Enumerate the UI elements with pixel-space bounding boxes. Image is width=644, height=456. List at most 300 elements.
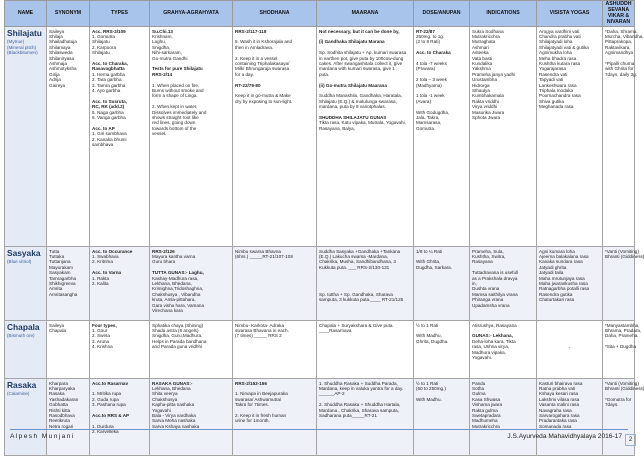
cell-line: Vata basti	[472, 55, 493, 61]
drug-comparison-table	[4, 0, 644, 456]
cell-line: With Ghrita,	[416, 259, 441, 265]
cell-line: Murcha, Vibandha,	[605, 33, 644, 39]
cell-line: (i) Gandhaka Shilajatu Marana	[319, 39, 385, 45]
cell-line: Shailadhatuja	[49, 39, 77, 45]
cell-line: *Vanti (Vomiting)	[605, 380, 639, 386]
cell-line: Meha bhadra rasa	[539, 55, 577, 61]
cell-line: Acc.to Rasarnav	[92, 380, 129, 386]
drug-name-cell	[5, 246, 47, 320]
table-cell	[47, 320, 90, 378]
cell-line: Nihi-sarkaram,	[152, 50, 182, 56]
cell-line: Tests for pure Shilajatu	[152, 66, 203, 72]
cell-line: Raktavikara,	[605, 44, 631, 50]
cell-line: Mutrakricchra	[472, 423, 500, 429]
table-cell	[470, 246, 537, 320]
cell-line: (Madhyama)	[416, 82, 442, 88]
column-header: INDICATIONS	[470, 1, 537, 27]
cell-line: Madhumeha	[472, 418, 498, 424]
page-footer	[10, 429, 628, 442]
cell-line: Prameha, Sula,	[472, 248, 504, 254]
cell-line: Kapha-pitta nashaka	[152, 402, 195, 408]
table-cell	[603, 246, 644, 320]
cell-line: Krimighna,Tridoshaghna,	[152, 286, 204, 292]
cell-line: Somanada rasa	[539, 423, 572, 429]
cell-line: RASAKA GUNAS:-	[152, 380, 193, 386]
cell-line: 2. Kritrima	[92, 259, 113, 265]
column-header: SHODHANA	[233, 1, 317, 27]
cell-line: 1. Gour	[92, 327, 108, 333]
table-cell	[470, 320, 537, 378]
cell-line: Amrita	[49, 286, 63, 292]
table-cell	[150, 246, 233, 320]
cell-line: (Avara)	[416, 98, 431, 104]
cell-line: Virya vriddhi	[472, 104, 498, 110]
cell-line: Lakshmi vilasa rasa	[539, 396, 580, 402]
cell-line: in,	[472, 280, 477, 286]
cell-line: urine for 1month.	[235, 418, 270, 424]
cell-line: Jatyadi ghrita	[539, 264, 567, 270]
column-header: SYNONYM	[47, 1, 90, 27]
cell-line: GUNAS:- Lekhana,	[472, 333, 513, 339]
cell-line: then in Amladrava.	[235, 44, 274, 50]
cell-line: Milk/ Bhrungaraja swarasa	[235, 66, 290, 72]
cell-line: Tutta	[49, 248, 60, 254]
cell-line: 2. Keep it in a vessel	[235, 55, 278, 61]
cell-line: Kushtha kutara rasa	[539, 60, 581, 66]
cell-line: Shiva gutika	[539, 98, 565, 104]
cell-line: kruta, Amla-pittahara,	[152, 297, 196, 303]
cell-line: Sadharana puta_____RT-21	[319, 412, 377, 418]
cell-line: 7days, daily 3g.	[605, 71, 637, 77]
cell-line: 1. Mritika rupa	[92, 391, 122, 397]
cell-line: Mutrakricchra	[472, 33, 500, 39]
cell-line: Gobhatta	[49, 402, 68, 408]
cell-line: 1 tola -1 week	[416, 93, 445, 99]
cell-line: Swetapradara	[472, 412, 501, 418]
cell-line: Lekhana, Bhedana	[152, 385, 191, 391]
column-header: GRAHYA-AGRAHYATA	[150, 1, 233, 27]
cell-line: ½ to 1 Rati	[416, 380, 439, 386]
cell-line: Chakshusya , Vibandha	[152, 291, 201, 297]
cell-line: Yogavahi	[152, 407, 171, 413]
cell-line: 1. Nirvapa in Beejapuraka	[235, 391, 288, 397]
cell-line: Sarva Meha nashaka	[152, 418, 196, 424]
cell-line: Girija	[49, 71, 60, 77]
cell-line: Saileya	[49, 28, 65, 34]
cell-line: Gaireya	[49, 82, 66, 88]
cell-line: Sukra Sodhana	[472, 28, 504, 34]
cell-line: 1. Shuddha Rasaka + Suddha Parada,	[319, 380, 398, 386]
table-cell	[90, 320, 150, 378]
cell-line: Shada astra (6 angels)	[152, 327, 199, 333]
cell-line: Amritasangha	[49, 291, 78, 297]
cell-line: Chapala + Suryakshara & Give puta.	[319, 322, 394, 328]
table-cell	[317, 378, 414, 455]
column-header: DOSE/ANUPAN	[414, 1, 470, 27]
cell-line: Gara visha hara, Vamana	[152, 302, 205, 308]
cell-line: Four types,	[92, 322, 117, 328]
cell-line: as a Prakshala dravya	[472, 275, 518, 281]
cell-line: Kashay-Madhura rasa,	[152, 275, 199, 281]
cell-line: Urustambha	[472, 77, 498, 83]
cell-line: Tuttanjana	[49, 259, 71, 265]
table-cell	[414, 246, 470, 320]
cell-line: (E.Q.) Lakucha swarsa -Mardana,	[319, 253, 388, 259]
cell-line: Kasa Shwasa	[472, 396, 501, 402]
cell-line: Sthaulya	[472, 87, 490, 93]
table-cell	[414, 378, 470, 455]
cell-line: Helps in Parada bandhana	[152, 338, 207, 344]
cell-line: Virechana kara	[152, 307, 183, 313]
cell-line: Bhranti (Giddiness)	[605, 253, 644, 259]
cell-line: 1. Rakta	[92, 275, 110, 281]
cell-line: Shilamaya	[49, 44, 71, 50]
table-cell	[47, 378, 90, 455]
cell-line: (Pravara)	[416, 66, 436, 72]
cell-line: RRS-2/117-118	[235, 28, 267, 34]
drug-name: Rasaka	[7, 379, 37, 390]
cell-line: Rasayana	[472, 259, 493, 265]
cell-line: Sotha	[472, 385, 485, 391]
cell-line: Mutraghata	[472, 39, 496, 45]
cell-line: Agni kumara loha	[539, 248, 575, 254]
drug-name-cell	[5, 26, 47, 246]
cell-line: Rishti kitta	[49, 407, 71, 413]
cell-line: Ashmotyksha	[49, 66, 77, 72]
cell-line: *Daha, Shrama,	[605, 28, 638, 34]
cell-line: Kanaka sundara rasa	[539, 259, 583, 265]
cell-line: *Pipalli churna	[605, 60, 635, 66]
table-cell	[470, 378, 537, 455]
cell-line: Sarva Kshaya nashaka	[152, 423, 200, 429]
drug-english-name: (Blue vitriol)	[7, 259, 32, 265]
drug-english-name: (Bismuth ore)	[7, 333, 35, 339]
cell-line: 1. Gomutra	[92, 33, 115, 39]
drug-english-name: (Blackbitumen)	[7, 50, 38, 56]
cell-line: Gulma	[472, 391, 486, 397]
cell-line: Suddha Manashila, Gandhaka, Haratala,	[319, 93, 402, 99]
cell-line: Shilaniryasa	[49, 55, 75, 61]
cell-line: Mayurakam	[49, 264, 73, 270]
cell-line: 6. Vanga garbha	[92, 115, 126, 120]
cell-line: Chakrika, Musha, Sandhibandhana, 3	[319, 259, 396, 265]
cell-line: Asteeka	[472, 50, 489, 56]
table-cell	[150, 378, 233, 455]
cell-line: Nimbu swarsa Bhavna	[235, 248, 281, 254]
cell-line: 1. When placed on fire,	[152, 82, 200, 88]
cell-line: Netra rogari	[49, 423, 74, 429]
cell-line: Mayura kantha varna	[152, 253, 196, 259]
drug-name: Shilajatu	[7, 27, 42, 38]
cell-line: Acc. to AP	[92, 125, 115, 131]
cell-line: Chandra prabha vati	[539, 33, 581, 39]
table-cell	[317, 26, 414, 246]
cell-line: Shilasweda	[49, 50, 73, 56]
cell-line: Chaturtakari rasa	[539, 297, 575, 303]
cell-line: Daha, Prameha.	[605, 333, 639, 339]
cell-line: 1. Durdura	[92, 423, 114, 429]
cell-line: ½ to 1 Rati	[416, 322, 439, 328]
cell-line: Acc. to Occurance	[92, 248, 133, 254]
cell-line: Ajeerna balakalana rasa	[539, 253, 589, 259]
cell-line: 7days.	[605, 402, 619, 408]
table-header-row	[5, 1, 635, 27]
cell-line: cakes. After swangashitala collect it, give	[319, 60, 403, 66]
cell-line: RRS-2/126	[152, 248, 175, 254]
cell-line: RRS-2/153-156	[235, 380, 267, 386]
cell-line: RT-22/79-80	[235, 82, 261, 88]
cell-line: Agnimukha loha	[539, 50, 572, 56]
table-cell	[150, 26, 233, 246]
cell-line: 2. Shuddha Rasaka + Shuddha Hartala,	[319, 402, 401, 408]
cell-line: Chapala	[49, 327, 67, 333]
cell-line: Kharpara	[49, 380, 68, 386]
cell-line: Laghu,	[152, 39, 167, 45]
cell-line: Vasanta malini rasa	[539, 402, 580, 408]
cell-line: 3. Tamra garbha	[92, 82, 126, 88]
cell-line: Yogarajarasa	[539, 66, 566, 72]
cell-line: Dugdha, Sarkara.	[416, 264, 453, 270]
cell-line: 4. Ayo garbha	[92, 87, 121, 93]
cell-line: *Gomutra for	[605, 396, 632, 402]
cell-line: SHUDDHA SHILAJATU GUNAS	[319, 115, 387, 120]
table-cell	[317, 320, 414, 378]
cell-line: Meghanada rasa	[539, 104, 574, 110]
cell-line: Kushtha, Switra,	[472, 253, 506, 259]
cell-line: Snigdha, Guru,Madhura.	[152, 333, 203, 339]
cell-line: Lankeshwara rasa	[539, 82, 577, 88]
cell-line: Mardana , Chakrika, Sharava samputa,	[319, 407, 399, 413]
table-cell	[90, 26, 150, 246]
table-cell	[537, 26, 603, 246]
cell-line: With Madhu.	[416, 396, 442, 402]
cell-line: Burns without smoke and	[152, 87, 204, 93]
cell-line: Ratnagarbha potalli rasa	[539, 286, 590, 292]
table-row	[5, 378, 635, 455]
cell-line: (6hrs.) _____RT-21/107-108	[235, 253, 293, 259]
cell-line: Rakta gulma	[472, 407, 498, 413]
cell-line: 2. When kept in water,	[152, 104, 198, 110]
rasa-table-sheet	[4, 0, 644, 456]
drug-name: Chapala	[7, 321, 40, 332]
page-number: 2	[625, 434, 636, 446]
cell-line: 3. Pashana rupa	[92, 402, 126, 408]
cell-line: 1. Giri sambhava	[92, 131, 127, 137]
cell-line: Kumbhakamala	[472, 93, 504, 99]
table-cell	[150, 320, 233, 378]
cell-line: Kshaya kesari rasa	[539, 391, 579, 397]
column-header: VISISTA YOGAS	[537, 1, 603, 27]
cell-line: Dissolves immediately and	[152, 109, 207, 115]
cell-line: 5. Naga garbha	[92, 109, 124, 115]
table-row	[5, 246, 635, 320]
cell-line: Acc. RRS-2/109	[92, 28, 126, 34]
cell-line: Shilajatu	[92, 50, 110, 56]
table-cell	[233, 320, 317, 378]
cell-line: containing Triphalakasaya/	[235, 60, 290, 66]
cell-line: 1/8 to ¼ Rati	[416, 248, 443, 254]
cell-line: Sarvarogahara rasa	[539, 412, 580, 418]
cell-line: 2. Karvelleka	[92, 429, 119, 435]
cell-line: 2. Keep it in fresh human	[235, 412, 287, 418]
cell-line: Dushta vrana	[472, 286, 500, 292]
cell-line: 2. Tara garbha	[92, 77, 122, 83]
cell-line: Ratna prabha vati	[539, 385, 576, 391]
cell-line: Takra for 7times.	[235, 402, 269, 408]
cell-line: (2 to 8 Rati)	[416, 39, 440, 45]
cell-line: Sphatika chaya (Shining)	[152, 322, 204, 328]
cell-line: Tuttaka	[49, 253, 65, 259]
table-cell	[603, 26, 644, 246]
cell-line: RRS-2/14	[152, 71, 173, 77]
cell-line: RC, RK (add.2)	[92, 104, 125, 110]
cell-line: in earthen pot, give puta by 100cow-dung	[319, 55, 404, 61]
cell-line: Arogya vardhini vati	[539, 28, 580, 34]
cell-line: swarasa Bhavana in each.	[235, 327, 289, 333]
cell-line: Tikta rasa, Katu vipaka, Mutrala, Yogavahi,	[319, 120, 406, 126]
cell-line: Rasodbhava	[49, 412, 75, 418]
cell-line: Sp. Sodhita shilajatu + Ap. kumari swarasa	[319, 50, 407, 56]
cell-line: *Vanti (Vomiting)	[605, 248, 639, 254]
cell-line: 2. Guda rupa	[92, 396, 119, 402]
cell-line: Acc. to Charaka,	[92, 60, 128, 66]
cell-line: Rasendra gutika	[539, 291, 573, 297]
cell-line: -	[568, 344, 571, 350]
cell-line: samputa, 3 kukkuta puta.____ RT-21/125	[319, 297, 404, 303]
cell-line: 2. Karpoora	[92, 44, 117, 50]
cell-line: Mamsarasa,	[416, 120, 442, 126]
cell-line: Snigdha,	[152, 44, 171, 50]
cell-line: ____Rasarnava	[319, 327, 352, 333]
drug-name: Sasyaka	[7, 247, 41, 258]
cell-line: Rakta vriddhi	[472, 98, 499, 104]
cell-line: Rasayana, Balya,	[319, 125, 356, 131]
cell-line: 1. Hema garbha	[92, 71, 125, 77]
cell-line: Shilajatu	[92, 39, 110, 45]
cell-line: Reetikruta	[49, 418, 70, 424]
cell-line: Masurika Jwara	[472, 109, 505, 115]
table-cell	[414, 320, 470, 378]
cell-line: Triphala modaka	[539, 87, 574, 93]
cell-line: Shilajatyadi loha	[539, 39, 573, 45]
cell-line: Shikhigreeva	[49, 280, 76, 286]
table-cell	[470, 26, 537, 246]
cell-line: Krishnam,	[152, 33, 173, 39]
cell-line: Bala - Virya vardhaka	[152, 412, 196, 418]
cell-line: Maha mrutunjaya rasa	[539, 275, 585, 281]
cell-line: Nimbu- Karkota- Adraka	[235, 322, 285, 328]
column-header: ASHUDDH SEVANA VIKAR & NIVARAN	[603, 1, 635, 27]
cell-line: Rasaka	[49, 391, 65, 397]
table-cell	[233, 246, 317, 320]
cell-line: Maha jwarankusha rasa	[539, 280, 588, 286]
cell-line: Bhrama, Pradara,	[605, 327, 642, 333]
cell-line: Acc. to Varna	[92, 270, 122, 276]
cell-line: Shilajatu (E.Q.) & matulunga swarasa,	[319, 98, 397, 104]
cell-line: Acc. to Charaka	[416, 50, 451, 56]
column-header: TYPES	[90, 1, 150, 27]
cell-line: Mardana, keep in valuka yantra for a day.	[319, 385, 404, 391]
table-cell	[414, 26, 470, 246]
cell-line: Shilajatyadi vati & gutika	[539, 44, 589, 50]
cell-line: Acc.to RRS & AP	[92, 412, 130, 418]
cell-line: Ghrita, Dugdha.	[416, 338, 449, 344]
table-cell	[47, 26, 90, 246]
cell-line: 250mg. to 1g.	[416, 33, 445, 39]
table-row	[5, 26, 635, 246]
cell-line: Kharparyaka	[49, 385, 76, 391]
cell-line: mardana with kumari swarasa, give 1	[319, 66, 395, 72]
cell-line: Deha-loha kara, Tikta	[472, 338, 516, 344]
cell-line: for a day.	[235, 71, 254, 77]
table-cell	[233, 378, 317, 455]
cell-line: Chakshusya	[152, 396, 178, 402]
cell-line: Yakshma	[472, 66, 491, 72]
cell-line: Mamsa saithilya vrana	[472, 291, 518, 297]
cell-line: Not necessary, but it can be done by,	[319, 28, 400, 34]
table-cell	[603, 320, 642, 378]
table-cell	[537, 320, 603, 378]
cell-line: Tapyadi vati	[539, 77, 564, 83]
cell-line: with Ghrita for	[605, 66, 634, 72]
drug-name-cell	[5, 320, 47, 378]
cell-line: (7 times) _____ RRS 2	[235, 333, 282, 339]
cell-line: and Parada guna vridhhi	[152, 344, 203, 350]
table-cell	[233, 26, 317, 246]
cell-line: mardana, puta by 8 vanotphalas.	[319, 104, 386, 110]
cell-line: Shilaja	[49, 33, 63, 39]
drug-english-name: (Mineral pitch)	[7, 44, 37, 50]
table-cell	[537, 378, 603, 455]
cell-line: Sp. tuttha + Sp. Gandhaka, Sharava	[319, 291, 393, 297]
cell-line: RT-22/87	[416, 28, 435, 34]
cell-line: puta.	[319, 71, 330, 77]
cell-line: Vishama jwara	[472, 402, 503, 408]
cell-line: Kasturi bhairava rasa	[539, 380, 583, 386]
cell-line: 4. Krishna	[92, 344, 113, 350]
cell-line: (60 to 250mg.)	[416, 385, 446, 391]
cell-line: Phiranga vrana	[472, 297, 504, 303]
cell-line: *Sita + Dugdha	[605, 344, 637, 350]
column-header: NAME	[5, 1, 47, 27]
cell-line: Agnimandhya	[605, 50, 634, 56]
cell-line: vessel.	[152, 131, 167, 137]
table-cell	[537, 246, 603, 320]
table-row	[5, 320, 635, 378]
cell-line: 2. Kalita	[92, 280, 109, 286]
table-cell	[47, 246, 90, 320]
cell-line: Go-mutra Gandhi	[152, 55, 188, 61]
cell-line: rasa, Ushna virya,	[472, 344, 510, 350]
cell-line: 1. Swabhava	[92, 253, 119, 259]
cell-line: Suddha Sasyaka +Gandhaka +Tankana	[319, 248, 401, 254]
cell-line: swarasa/ Ashwamutra/	[235, 396, 282, 402]
cell-line: Shita veerya	[152, 391, 178, 397]
cell-line: Pradarantaka rasa	[539, 418, 577, 424]
cell-line: Atisrushya, Rasayana	[472, 322, 517, 328]
table-cell	[90, 246, 150, 320]
cell-line: Keep it in go-mutra & Make	[235, 93, 291, 99]
cell-line: form a shape of Linga.	[152, 93, 198, 99]
cell-line: Prameha janya yadhi	[472, 71, 516, 77]
column-header: MAARANA	[317, 1, 414, 27]
institution-name: J.S.Ayurveda Mahavidhyalaya 2016-17	[507, 433, 622, 440]
cell-line: *Manyastambha,	[605, 322, 640, 328]
cell-line: With Madhu,	[416, 333, 442, 339]
cell-line: 5. Wash it in Kshorajala and	[235, 39, 293, 45]
cell-line: Poornachandra rasa	[539, 93, 581, 99]
cell-line: Tamragarbha	[49, 275, 77, 281]
